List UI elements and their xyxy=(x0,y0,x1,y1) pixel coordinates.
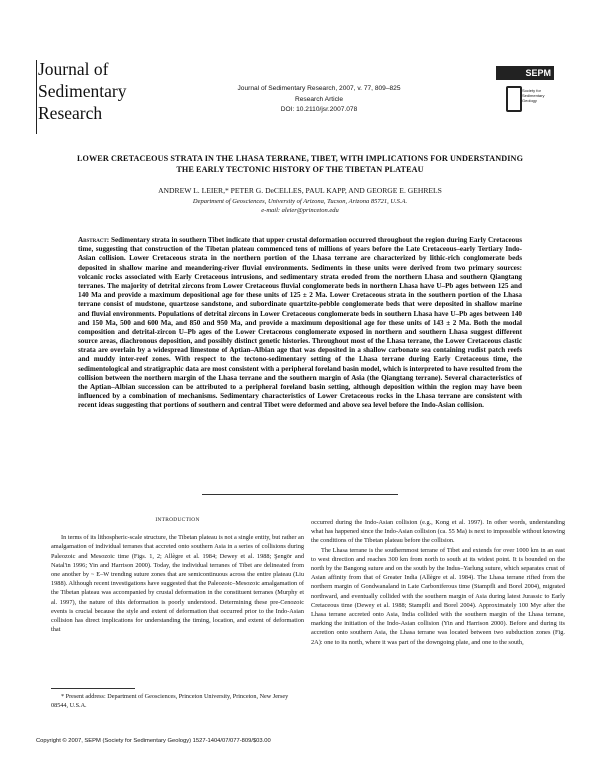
footnote: * Present address: Department of Geosciences, Princeton University, Princeton, New Jersey 08544, U.S.A. xyxy=(51,693,289,709)
doi: DOI: 10.2110/jsr.2007.078 xyxy=(280,106,358,113)
right-paragraph-1: occurred during the Indo-Asian collision (e.g., Kong et al. 1997). In other words, understanding what has happened since the Indo-Asian collision (ca. 55 Ma) is next to impossible without knowing the conditions of the Tibetan plateau before the collision. xyxy=(311,519,565,545)
author-email: e-mail: aleier@princeton.edu xyxy=(261,207,339,214)
author-affiliation: Department of Geosciences, University of Arizona, Tucson, Arizona 85721, U.S.A. xyxy=(192,198,408,205)
intro-heading: INTRODUCTION xyxy=(155,517,200,523)
left-column xyxy=(51,516,304,634)
journal-title-rule xyxy=(36,60,37,134)
article-title: LOWER CRETACEOUS STRATA IN THE LHASA TERRANE, TIBET, WITH IMPLICATIONS FOR UNDERSTANDING THE EARLY TECTONIC HISTORY OF THE TIBETAN PLATEAU xyxy=(76,154,524,174)
right-column xyxy=(311,518,565,647)
section-divider xyxy=(202,494,398,495)
sepm-logo-name: SEPM xyxy=(496,66,554,80)
journal-title-line-1: Journal of xyxy=(38,59,109,79)
journal-title xyxy=(38,58,126,124)
article-authors: ANDREW L. LEIER,* PETER G. DeCELLES, PAUL KAPP, AND GEORGE E. GEHRELS xyxy=(158,186,442,195)
abstract-label: Abstract: xyxy=(78,236,110,244)
abstract-text: Sedimentary strata in southern Tibet indicate that upper crustal deformation occurred throughout the region during Early Cretaceous time, suggesting that construction of the Tibetan plateau commenced tens of millions of years before the Late Cretaceous–early Tertiary Indo-Asian collision. Lower Cretaceous strata in the northern portion of the Lhasa terrane are characterized by lithic-rich conglomerate beds deposited in shallow marine and meandering-river fluvial environments. Sediments in these units were derived from two primary sources: volcanic rocks associated with Early Cretaceous intrusions, and sedimentary strata eroded from the northern Lhasa and southern Qiangtang terranes. The majority of detrital zircons from Lower Cretaceous fluvial conglomerate beds in northern Lhasa have U–Pb ages between 125 and 140 Ma and provide a maximum depositional age for these units of 125 ± 2 Ma. Lower Cretaceous strata in the southern portion of the Lhasa terrane consist of mudstone, quartzose sandstone, and subordinate quartzite-pebble conglomerate beds that were deposited in shallow marine and fluvial environments. Populations of detrital zircons in Lower Cretaceous conglomerate beds in southern Lhasa have U–Pb ages between 140 and 150 Ma, 500 and 600 Ma, and 850 and 950 Ma, and provide a maximum depositional age for these units of 143 ± 2 Ma. Both the modal composition and detrital-zircon U–Pb ages of the Lower Cretaceous conglomerate exposed in northern and southern Lhasa suggest different source areas, diachronous deposition, and possibly distinct genetic histories. Throughout most of the Lhasa terrane, the Lower Cretaceous clastic strata are overlain by a widespread limestone of Aptian–Albian age that was deposited in a shallow carbonate sea containing rudist patch reefs and muddy inter-reef zones. With respect to the tectono-sedimentary setting of the Lhasa terrane during Early Cretaceous time, the sedimentological and stratigraphic data are most consistent with a peripheral foreland basin model, which is interpreted to have resulted from the collision between the northern margin of the Lhasa terrane and the southern margin of Asia (the Qiangtang terrane). Several characteristics of the Aptian–Albian succession can be attributed to a peripheral foreland basin setting, although deposition within the region may have been influenced by a combination of mechanisms. Sedimentary characteristics of Lower Cretaceous rocks in the Lhasa terrane are consistent with recent ideas suggesting that portions of southern and central Tibet were deformed and above sea level before the Indo-Asian collision. xyxy=(78,236,522,410)
sepm-emblem-icon xyxy=(506,86,522,112)
sepm-tagline: Society for Sedimentary Geology xyxy=(522,88,545,103)
abstract xyxy=(78,236,522,411)
article-type: Research Article xyxy=(294,95,343,103)
citation-line: Journal of Sedimentary Research, 2007, v. 77, 809–825 xyxy=(237,85,401,92)
sepm-logo xyxy=(496,66,556,126)
intro-paragraph: In terms of its lithospheric-scale structure, the Tibetan plateau is not a single entity, but rather an amalgamation of individual terranes that accreted onto southern Asia in a series of collisions during Paleozoic and Mesozoic time (Figs. 1, 2; Allègre et al. 1984; Dewey et al. 1988; Şengör and Natal'in 1996; Yin and Harrison 2000). Today, the individual terranes of Tibet are delineated from one another by ~ E–W trending suture zones that are semicontinuous across the entire plateau (Liu 1988). Although recent investigations have suggested that the Paleozoic–Mesozoic amalgamation of the Tibetan plateau was accompanied by crustal deformation in the constituent terranes (Murphy et al. 1997), the nature of this deformation is poorly understood. Determining these pre-Cenozoic events is crucial because the style and extent of deformation that occurred prior to the Indo-Asian collision has direct implications for understanding the timing, location, and extent of deformation that xyxy=(51,534,304,634)
journal-title-line-2: Sedimentary xyxy=(38,81,127,101)
journal-title-line-3: Research xyxy=(38,103,103,123)
footnote-divider xyxy=(51,688,135,689)
copyright-line: Copyright © 2007, SEPM (Society for Sedimentary Geology) 1527-1404/07/077-809/$03.00 xyxy=(36,738,271,744)
right-paragraph-2: The Lhasa terrane is the southernmost terrane of Tibet and extends for over 1000 km in an east to west direction and reaches 300 km from north to south at its widest point. It is bounded on the north by the Bangong suture and on the south by the Indus–Yarlung suture, which separates crust of Asian affinity from that of Greater India (Allègre et al. 1984). The Lhasa terrane rifted from the northern margin of Gondwanaland in Late Carboniferous time (Stampfli and Borel 2004), migrated northward, and eventually collided with the southern margin of Asia during latest Jurassic to Early Cretaceous time (Dewey et al. 1988; Stampfli and Borel 2004). Approximately 100 Myr after the Lhasa terrane accreted onto Asia, India collided with the southern margin of the Lhasa terrane, marking the initiation of the Indo-Asian collision (Yin and Harrison 2000). Before and during its accretion onto southern Asia, the Lhasa terrane was located between two subduction zones (Fig. 2A): one to its north, where it was part of the downgoing plate, and one to the south, xyxy=(311,546,565,646)
citation-header xyxy=(190,84,448,116)
